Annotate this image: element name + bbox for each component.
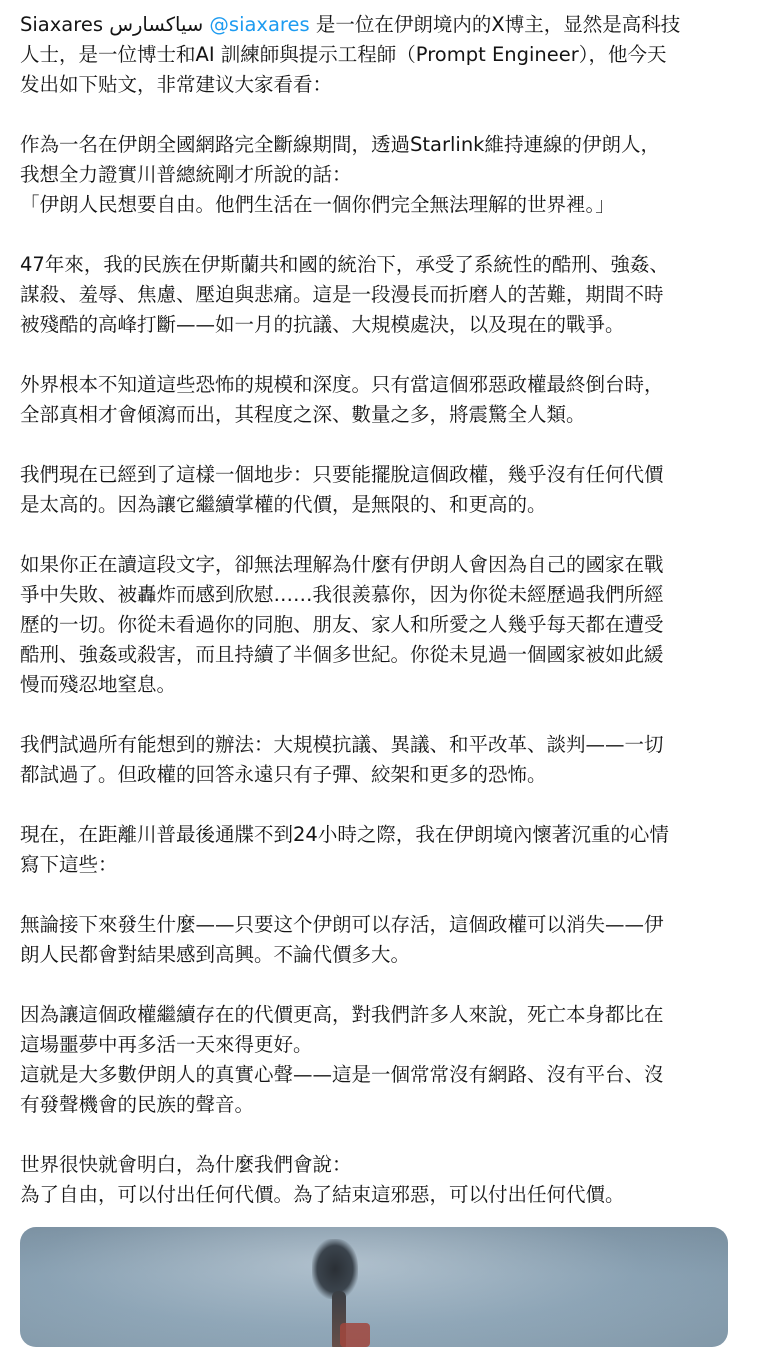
text-line: 作為一名在伊朗全國網路完全斷線期間，透過Starlink維持連線的伊朗人， [20, 133, 660, 156]
text-line: 外界根本不知道這些恐怖的規模和深度。只有當這個邪惡政權最終倒台時， [20, 373, 664, 396]
text-line: 有發聲機會的民族的聲音。 [20, 1093, 255, 1116]
paragraph [20, 460, 742, 520]
text-line: 歷的一切。你從未看過你的同胞、朋友、家人和所愛之人幾乎每天都在遭受 [20, 613, 664, 636]
text-line: 慢而殘忍地窒息。 [20, 673, 177, 696]
text-line: 全部真相才會傾瀉而出，其程度之深、數量之多，將震驚全人類。 [20, 403, 586, 426]
text-line: 為了自由，可以付出任何代價。為了結束這邪惡，可以付出任何代價。 [20, 1183, 625, 1206]
author-name: Siaxares سیاکسارس [20, 13, 204, 36]
media-figure [312, 1239, 358, 1299]
text-line: 世界很快就會明白，為什麼我們會說： [20, 1153, 352, 1176]
paragraph [20, 370, 742, 430]
intro-line-3: 发出如下贴文，非常建议大家看看： [20, 73, 333, 96]
text-line: 是太高的。因為讓它繼續掌權的代價，是無限的、和更高的。 [20, 493, 547, 516]
text-line: 如果你正在讀這段文字，卻無法理解為什麼有伊朗人會因為自己的國家在戰 [20, 553, 664, 576]
text-line: 爭中失敗、被轟炸而感到欣慰……我很羨慕你，因为你從未經歷過我們所經 [20, 583, 664, 606]
post-body [20, 10, 742, 1240]
intro-paragraph [20, 10, 742, 100]
paragraph [20, 730, 742, 790]
text-line: 酷刑、強姦或殺害，而且持續了半個多世紀。你從未見過一個國家被如此緩 [20, 643, 664, 666]
paragraph [20, 250, 742, 340]
paragraph [20, 820, 742, 880]
text-line: 因為讓這個政權繼續存在的代價更高，對我們許多人來說，死亡本身都比在 [20, 1003, 664, 1026]
paragraph [20, 550, 742, 700]
intro-line-2: 人士，是一位博士和AI 訓練師與提示工程師（Prompt Engineer），他今天 [20, 43, 667, 66]
text-line: 我們試過所有能想到的辦法：大規模抗議、異議、和平改革、談判——一切 [20, 733, 664, 756]
author-mention-link[interactable]: @siaxares [209, 13, 310, 36]
media-flag [340, 1323, 370, 1347]
text-line: 這就是大多數伊朗人的真實心聲——這是一個常常沒有網路、沒有平台、沒 [20, 1063, 664, 1086]
media-background [20, 1227, 728, 1347]
paragraph [20, 1150, 742, 1210]
text-line: 這場噩夢中再多活一天來得更好。 [20, 1033, 313, 1056]
intro-line-1 [20, 10, 742, 40]
text-line: 朗人民都會對結果感到高興。不論代價多大。 [20, 943, 411, 966]
paragraph [20, 1000, 742, 1120]
text-line: 無論接下來發生什麼——只要这个伊朗可以存活，這個政權可以消失——伊 [20, 913, 664, 936]
text-line: 謀殺、羞辱、焦慮、壓迫與悲痛。這是一段漫長而折磨人的苦難，期間不時 [20, 283, 664, 306]
text-line: 現在，在距離川普最後通牒不到24小時之際，我在伊朗境內懷著沉重的心情 [20, 823, 669, 846]
paragraph [20, 130, 742, 220]
intro-text: 是一位在伊朗境内的X博主，显然是高科技 [309, 13, 681, 36]
text-line: 寫下這些： [20, 853, 118, 876]
post-media-image[interactable] [20, 1227, 728, 1347]
text-line: 都試過了。但政權的回答永遠只有子彈、絞架和更多的恐怖。 [20, 763, 547, 786]
text-line: 我們現在已經到了這樣一個地步：只要能擺脫這個政權，幾乎沒有任何代價 [20, 463, 664, 486]
text-line: 「伊朗人民想要自由。他們生活在一個你們完全無法理解的世界裡。」 [20, 193, 615, 216]
text-line: 我想全力證實川普總統剛才所說的話： [20, 163, 352, 186]
text-line: 被殘酷的高峰打斷——如一月的抗議、大規模處決，以及現在的戰爭。 [20, 313, 625, 336]
paragraph [20, 910, 742, 970]
text-line: 47年來，我的民族在伊斯蘭共和國的統治下，承受了系統性的酷刑、強姦、 [20, 253, 669, 276]
